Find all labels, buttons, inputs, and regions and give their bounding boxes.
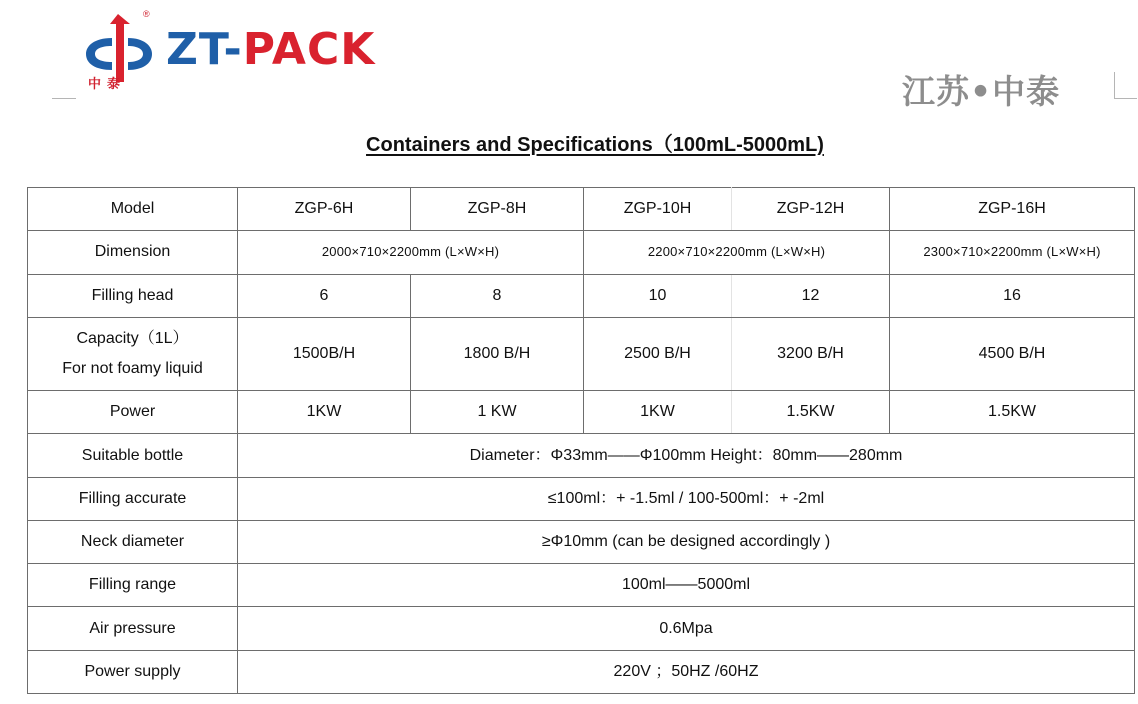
dimension-cell: 2000×710×2200mm (L×W×H) [238, 231, 584, 274]
table-row-neck-diameter [28, 520, 1135, 563]
specifications-table [27, 187, 1135, 694]
dimension-cell: 2200×710×2200mm (L×W×H) [584, 231, 890, 274]
filling-head-cell: 8 [411, 274, 584, 317]
chinese-brand-name: 江苏•中泰 [902, 72, 1061, 111]
capacity-cell: 2500 B/H [584, 317, 732, 390]
brand-text: ZT-PACK [166, 24, 376, 75]
filling-head-cell: 12 [732, 274, 890, 317]
row-label: Power supply [28, 650, 238, 693]
filling-accurate-value: ≤100ml：+ -1.5ml / 100-500ml：+ -2ml [238, 477, 1135, 520]
capacity-cell: 1800 B/H [411, 317, 584, 390]
row-label: Filling accurate [28, 477, 238, 520]
row-label [28, 317, 238, 390]
model-cell: ZGP-6H [238, 188, 411, 231]
capacity-cell: 3200 B/H [732, 317, 890, 390]
model-cell: ZGP-8H [411, 188, 584, 231]
table-row-dimension [28, 231, 1135, 274]
row-label: Neck diameter [28, 520, 238, 563]
power-cell: 1.5KW [732, 391, 890, 434]
table-row-power [28, 391, 1135, 434]
model-cell: ZGP-10H [584, 188, 732, 231]
neck-diameter-value: ≥Φ10mm (can be designed accordingly ) [238, 520, 1135, 563]
suitable-bottle-value: Diameter：Φ33mm——Φ100mm Height：80mm——280mm [238, 434, 1135, 477]
registered-mark: ® [143, 9, 150, 19]
table-row-air-pressure [28, 607, 1135, 650]
filling-head-cell: 10 [584, 274, 732, 317]
table-row-model [28, 188, 1135, 231]
air-pressure-value: 0.6Mpa [238, 607, 1135, 650]
capacity-label-line1: Capacity（1L） [76, 329, 189, 347]
model-cell: ZGP-12H [732, 188, 890, 231]
table-row-filling-accurate [28, 477, 1135, 520]
row-label: Filling head [28, 274, 238, 317]
row-label: Power [28, 391, 238, 434]
power-supply-value: 220V ；50HZ /60HZ [238, 650, 1135, 693]
filling-head-cell: 16 [890, 274, 1135, 317]
brand-logo-text [166, 24, 375, 76]
table-row-filling-range [28, 564, 1135, 607]
power-cell: 1KW [584, 391, 732, 434]
row-label: Dimension [28, 231, 238, 274]
filling-head-cell: 6 [238, 274, 411, 317]
table-row-suitable-bottle [28, 434, 1135, 477]
table-row-filling-head [28, 274, 1135, 317]
page-title: Containers and Specifications（100mL-5000mL) [366, 134, 824, 156]
logo-chinese-text: 中泰 [88, 76, 127, 91]
table-row-power-supply [28, 650, 1135, 693]
row-label: Model [28, 188, 238, 231]
power-cell: 1 KW [411, 391, 584, 434]
row-label: Filling range [28, 564, 238, 607]
row-label: Suitable bottle [28, 434, 238, 477]
capacity-cell: 4500 B/H [890, 317, 1135, 390]
corner-mark-left [52, 70, 76, 99]
dimension-cell: 2300×710×2200mm (L×W×H) [890, 231, 1135, 274]
power-cell: 1KW [238, 391, 411, 434]
model-cell: ZGP-16H [890, 188, 1135, 231]
capacity-cell: 1500B/H [238, 317, 411, 390]
capacity-label-line2: For not foamy liquid [62, 359, 203, 377]
row-label: Air pressure [28, 607, 238, 650]
filling-range-value: 100ml——5000ml [238, 564, 1135, 607]
corner-mark-right [1114, 72, 1137, 99]
power-cell: 1.5KW [890, 391, 1135, 434]
page-header [0, 0, 1138, 115]
table-row-capacity [28, 317, 1135, 390]
